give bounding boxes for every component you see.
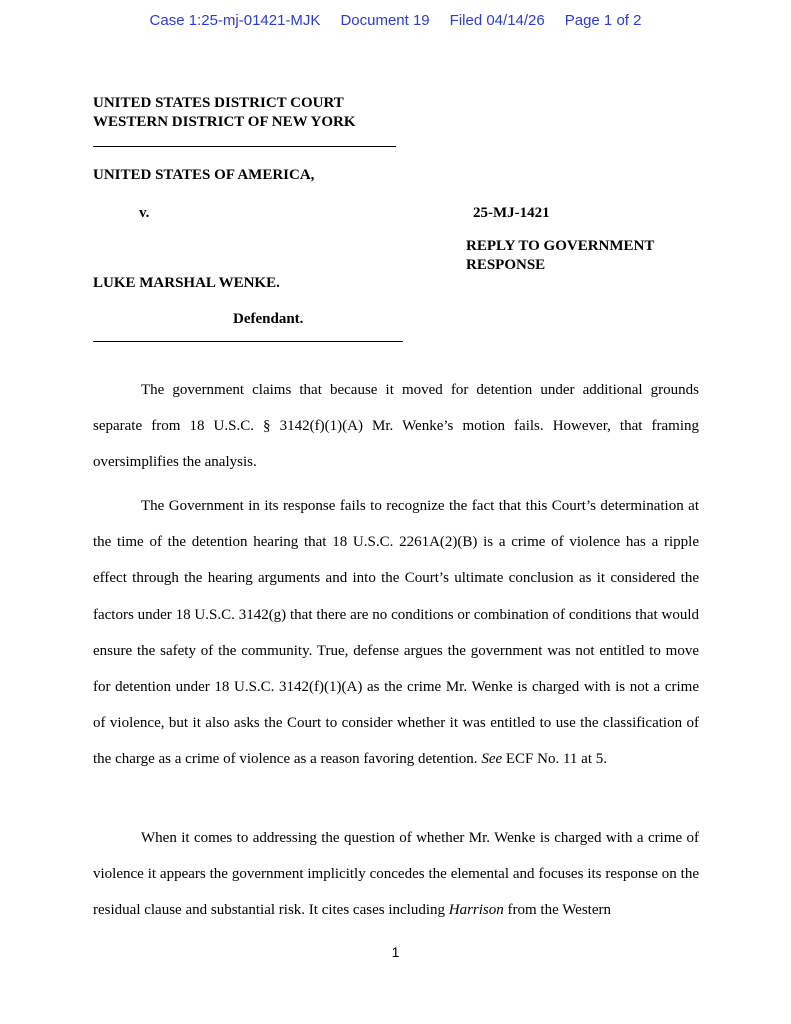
page-count-header: Page 1 of 2 (564, 12, 642, 29)
paragraph-1: The government claims that because it moved for detention under additional grounds separate from 18 U.S.C. § 3142(f)(1)(A) Mr. Wenke’s motion fails. However, that framing oversimplifies the analysis. (93, 382, 699, 471)
caption-bottom-rule (93, 341, 403, 342)
court-name-line2: WESTERN DISTRICT OF NEW YORK (93, 114, 356, 130)
document-number-header: Document 19 (340, 12, 430, 29)
defendant-name: LUKE MARSHAL WENKE. (93, 275, 280, 291)
document-title (466, 237, 654, 275)
case-number: 25-MJ-1421 (473, 205, 550, 221)
court-name-line1: UNITED STATES DISTRICT COURT (93, 95, 344, 111)
paragraph-2-text: The Government in its response fails to recognize the fact that this Court’s determination at the time of the detention hearing that 18 U.S.C. 2261A(2)(B) is a crime of violence has a ripple effect through the hearing arguments and into the Court’s ultimate conclusion as it considered the factors under 18 U.S.C. 3142(g) that there are no conditions or combination of conditions that would ensure the safety of the community. True, defense argues the government was not entitled to move for detention under 18 U.S.C. 3142(f)(1)(A) as the crime Mr. Wenke is charged with is not a crime of violence, but it also asks the Court to consider whether it was entitled to use the classification of the charge as a crime of violence as a reason favoring detention. (93, 498, 699, 768)
case-number-header: Case 1:25-mj-01421-MJK (149, 12, 321, 29)
caption-top-rule (93, 146, 396, 147)
court-name (93, 94, 356, 132)
document-title-line1: REPLY TO GOVERNMENT (466, 238, 655, 254)
paragraph-3-text: When it comes to addressing the question of whether Mr. Wenke is charged with a crime of violence it appears the government implicitly concedes the elemental and focuses its response on the residual clause and substantial risk. It cites cases including (93, 830, 699, 919)
plaintiff-name: UNITED STATES OF AMERICA, (93, 167, 315, 183)
ecf-header (0, 12, 791, 29)
case-name-harrison: Harrison (448, 902, 504, 919)
paragraph-2 (93, 488, 699, 778)
filed-date-header: Filed 04/14/26 (449, 12, 545, 29)
paragraph-3 (93, 820, 699, 929)
versus-label: v. (139, 205, 150, 221)
paragraph-3-tail: from the Western (503, 902, 611, 919)
paragraph-2-tail: ECF No. 11 at 5. (502, 751, 608, 768)
page-number: 1 (391, 944, 400, 960)
citation-signal-see: See (481, 751, 503, 768)
document-title-line2: RESPONSE (466, 257, 546, 273)
defendant-role: Defendant. (233, 311, 304, 327)
